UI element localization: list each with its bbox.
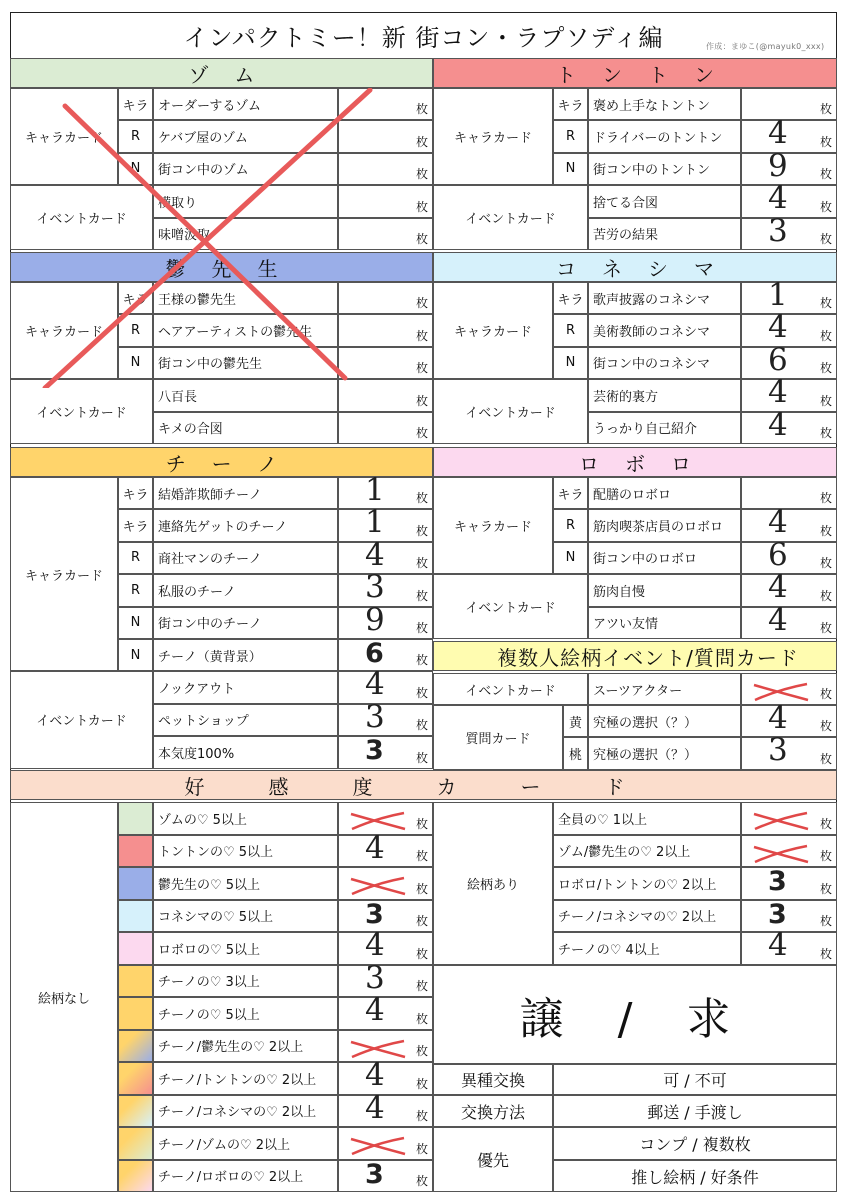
favor-card-name: チーノ/コネシマの♡ 2以上 xyxy=(153,1095,338,1128)
question-card-qty xyxy=(741,700,837,737)
favor-art-card-qty xyxy=(741,835,837,868)
favor-card-name: ロボロの♡ 5以上 xyxy=(153,932,338,965)
chino-card-name: 連絡先ゲットのチーノ xyxy=(153,509,338,541)
tonton-event-name: 捨てる合図 xyxy=(588,185,741,217)
multi-event-label: イベントカード xyxy=(433,673,588,705)
unit-label: 枚 xyxy=(415,231,428,246)
quantity-value: 4 xyxy=(768,504,788,541)
color-swatch xyxy=(118,867,153,900)
favor-card-qty xyxy=(338,992,433,1030)
tonton-rarity: キラ xyxy=(553,88,588,120)
favor-card-qty xyxy=(338,1160,433,1193)
robolo-event-label: イベントカード xyxy=(433,574,588,639)
chino-event-qty xyxy=(338,736,433,768)
trade-label-exchange: 異種交換 xyxy=(433,1063,553,1095)
quantity-value: 4 xyxy=(768,927,788,963)
konesima-card-name: 美術教師のコネシマ xyxy=(588,314,741,346)
zomu-rarity: キラ xyxy=(118,88,153,120)
zomu-event-name: 横取り xyxy=(153,185,338,217)
author-credit: 作成：まゆこ(@mayuk0_xxx) xyxy=(706,42,825,51)
favor-art-card-qty xyxy=(741,900,837,933)
unit-label: 枚 xyxy=(415,718,428,733)
konesima-event-qty xyxy=(741,374,837,411)
favor-card-qty xyxy=(338,1030,433,1063)
chino-event-label: イベントカード xyxy=(10,671,153,768)
zomu-chara-label: キャラカード xyxy=(10,88,118,185)
quantity-value: 6 xyxy=(768,341,788,378)
color-swatch xyxy=(118,932,153,965)
zomu-card-name: ケバブ屋のゾム xyxy=(153,120,338,152)
unit-label: 枚 xyxy=(819,296,832,311)
utsu-event-name: 八百長 xyxy=(153,379,338,411)
quantity-value: 4 xyxy=(768,180,788,217)
unit-label: 枚 xyxy=(819,167,832,182)
color-swatch xyxy=(118,1095,153,1128)
zomu-card-qty xyxy=(338,153,433,185)
quantity-value: 9 xyxy=(365,601,385,638)
unit-label: 枚 xyxy=(415,1076,428,1091)
favor-art-card-name: チーノの♡ 4以上 xyxy=(553,932,741,965)
favor-art-card-qty xyxy=(741,927,837,965)
quantity-value: 4 xyxy=(365,992,385,1028)
unit-label: 枚 xyxy=(415,946,428,961)
chino-card-name: 商社マンのチーノ xyxy=(153,542,338,574)
unit-label: 枚 xyxy=(415,653,428,668)
unit-label: 枚 xyxy=(415,1109,428,1123)
chino-rarity: R xyxy=(118,574,153,606)
quantity-value: 3 xyxy=(365,959,385,996)
konesima-card-name: 歌声披露のコネシマ xyxy=(588,282,741,314)
unit-label: 枚 xyxy=(819,620,832,635)
multi-event-qty xyxy=(741,673,837,705)
zomu-event-qty xyxy=(338,185,433,217)
unit-label: 枚 xyxy=(415,328,428,343)
konesima-event-name: 芸術的裏方 xyxy=(588,379,741,411)
quantity-value: 1 xyxy=(365,472,385,508)
quantity-value: 6 xyxy=(365,638,384,669)
unit-label: 枚 xyxy=(819,914,832,928)
chino-rarity: N xyxy=(118,607,153,639)
quantity-value: 4 xyxy=(768,569,788,606)
trade-value-exchange: 可 / 不可 xyxy=(553,1063,837,1095)
unit-label: 枚 xyxy=(819,751,832,766)
tonton-card-qty xyxy=(741,115,837,152)
tonton-card-name: 褒め上手なトントン xyxy=(588,88,741,120)
chino-event-qty xyxy=(338,666,433,703)
robolo-chara-label: キャラカード xyxy=(433,477,553,574)
robolo-card-name: 筋肉喫茶店員のロボロ xyxy=(588,509,741,541)
utsu-event-name: キメの合図 xyxy=(153,412,338,444)
tonton-card-qty xyxy=(741,147,837,185)
zomu-rarity: R xyxy=(118,120,153,152)
favor-card-qty xyxy=(338,802,433,835)
konesima-card-qty xyxy=(741,341,837,379)
quantity-value: 4 xyxy=(365,829,385,866)
zomu-card-name: オーダーするゾム xyxy=(153,88,338,120)
favor-card-name: コネシマの♡ 5以上 xyxy=(153,900,338,933)
unit-label: 枚 xyxy=(819,425,832,440)
quantity-value: 6 xyxy=(768,536,788,573)
favor-art-card-name: チーノ/コネシマの♡ 2以上 xyxy=(553,900,741,933)
favor-card-qty xyxy=(338,927,433,965)
color-swatch xyxy=(118,1127,153,1160)
quantity-value: 4 xyxy=(365,927,385,963)
favor-card-name: トントンの♡ 5以上 xyxy=(153,835,338,868)
quantity-value: 4 xyxy=(768,309,788,346)
utsu-card-qty xyxy=(338,282,433,314)
chino-card-name: 街コン中のチーノ xyxy=(153,607,338,639)
tonton-rarity: N xyxy=(553,153,588,185)
robolo-rarity: N xyxy=(553,542,588,574)
zomu-card-name: 街コン中のゾム xyxy=(153,153,338,185)
konesima-rarity: キラ xyxy=(553,282,588,314)
unit-label: 枚 xyxy=(415,1011,428,1026)
robolo-card-qty xyxy=(741,536,837,574)
question-card-name: 究極の選択（？） xyxy=(588,705,741,737)
zomu-card-qty xyxy=(338,88,433,120)
quantity-value: 4 xyxy=(768,406,788,443)
favor-card-name: チーノ/鬱先生の♡ 2以上 xyxy=(153,1030,338,1063)
unit-label: 枚 xyxy=(819,588,832,603)
section-header-favor: 好感度カード xyxy=(10,770,837,800)
crossed-out-icon xyxy=(349,1135,407,1157)
quantity-value: 3 xyxy=(365,898,384,930)
favor-art-card-name: ロボロ/トントンの♡ 2以上 xyxy=(553,867,741,900)
crossed-out-icon xyxy=(752,843,810,865)
chino-chara-label: キャラカード xyxy=(10,477,118,671)
unit-label: 枚 xyxy=(415,102,428,117)
favor-card-name: チーノ/トントンの♡ 2以上 xyxy=(153,1062,338,1095)
robolo-card-qty xyxy=(741,504,837,541)
favor-card-qty xyxy=(338,900,433,933)
chino-event-name: ノックアウト xyxy=(153,671,338,703)
unit-label: 枚 xyxy=(415,134,428,149)
zomu-card-qty xyxy=(338,120,433,152)
favor-art-card-name: ゾム/鬱先生の♡ 2以上 xyxy=(553,835,741,868)
unit-label: 枚 xyxy=(819,556,832,571)
quantity-value: 9 xyxy=(768,147,788,184)
konesima-card-qty xyxy=(741,309,837,346)
trade-label-method: 交換方法 xyxy=(433,1095,553,1127)
trade-value-method: 郵送 / 手渡し xyxy=(553,1095,837,1127)
quantity-value: 3 xyxy=(768,732,788,769)
robolo-rarity: R xyxy=(553,509,588,541)
quantity-value: 1 xyxy=(365,504,385,541)
sheet-title: インパクトミー！新 街コン・ラプソディ編 xyxy=(183,23,664,52)
unit-label: 枚 xyxy=(415,523,428,538)
question-label: 質問カード xyxy=(433,705,563,770)
unit-label: 枚 xyxy=(819,687,832,702)
unit-label: 枚 xyxy=(819,231,832,246)
favor-with-art-label: 絵柄あり xyxy=(433,802,553,965)
tonton-event-qty xyxy=(741,180,837,217)
unit-label: 枚 xyxy=(415,1174,428,1188)
color-swatch xyxy=(118,900,153,933)
multi-event-name: スーツアクター xyxy=(588,673,741,705)
favor-card-name: ゾムの♡ 5以上 xyxy=(153,802,338,835)
robolo-event-name: アツい友情 xyxy=(588,607,741,639)
quantity-value: 4 xyxy=(768,700,788,736)
unit-label: 枚 xyxy=(415,296,428,311)
section-header-zomu: ゾム xyxy=(10,58,433,88)
quantity-value: 3 xyxy=(768,212,788,249)
zomu-event-qty xyxy=(338,218,433,250)
question-card-name: 究極の選択（？） xyxy=(588,737,741,769)
konesima-event-name: うっかり自己紹介 xyxy=(588,412,741,444)
quantity-value: 4 xyxy=(768,374,788,411)
section-header-multi: 複数人絵柄イベント/質問カード xyxy=(433,641,837,671)
chino-card-qty xyxy=(338,639,433,671)
konesima-card-qty xyxy=(741,277,837,314)
chino-card-qty xyxy=(338,472,433,509)
unit-label: 枚 xyxy=(819,523,832,538)
unit-label: 枚 xyxy=(415,1141,428,1156)
konesima-rarity: N xyxy=(553,347,588,379)
quantity-value: 3 xyxy=(365,735,384,767)
tonton-event-qty xyxy=(741,212,837,250)
konesima-event-label: イベントカード xyxy=(433,379,588,444)
quantity-value: 3 xyxy=(365,569,385,606)
quantity-value: 1 xyxy=(768,277,788,313)
quantity-value: 4 xyxy=(768,115,788,152)
quantity-value: 4 xyxy=(768,601,788,638)
utsu-event-qty xyxy=(338,379,433,411)
quantity-value: 4 xyxy=(365,1089,385,1126)
chino-rarity: R xyxy=(118,542,153,574)
robolo-rarity: キラ xyxy=(553,477,588,509)
unit-label: 枚 xyxy=(819,946,832,961)
unit-label: 枚 xyxy=(819,134,832,149)
unit-label: 枚 xyxy=(415,361,428,376)
utsu-rarity: N xyxy=(118,347,153,379)
robolo-card-name: 配膳のロボロ xyxy=(588,477,741,509)
chino-rarity: N xyxy=(118,639,153,671)
konesima-card-name: 街コン中のコネシマ xyxy=(588,347,741,379)
zomu-event-label: イベントカード xyxy=(10,185,153,250)
trade-heading: 譲 / 求 xyxy=(433,965,837,1065)
favor-card-name: チーノ/ゾムの♡ 2以上 xyxy=(153,1127,338,1160)
quantity-value: 3 xyxy=(365,698,385,735)
unit-label: 枚 xyxy=(415,914,428,928)
question-rarity: 桃 xyxy=(563,737,588,769)
section-header-robolo: ロボロ xyxy=(433,447,837,477)
chino-rarity: キラ xyxy=(118,477,153,509)
color-swatch xyxy=(118,1062,153,1095)
utsu-rarity: R xyxy=(118,314,153,346)
robolo-event-qty xyxy=(741,569,837,606)
color-swatch xyxy=(118,1160,153,1193)
chino-card-qty xyxy=(338,504,433,541)
color-swatch xyxy=(118,965,153,998)
chino-card-qty xyxy=(338,601,433,639)
quantity-value: 3 xyxy=(768,866,787,897)
favor-card-qty xyxy=(338,867,433,900)
section-header-chino: チーノ xyxy=(10,447,433,477)
unit-label: 枚 xyxy=(415,750,428,765)
favor-art-card-name: 全員の♡ 1以上 xyxy=(553,802,741,835)
quantity-value: 4 xyxy=(365,666,385,703)
konesima-rarity: R xyxy=(553,314,588,346)
robolo-card-qty xyxy=(741,477,837,509)
unit-label: 枚 xyxy=(415,556,428,571)
unit-label: 枚 xyxy=(415,849,428,863)
tonton-event-label: イベントカード xyxy=(433,185,588,250)
unit-label: 枚 xyxy=(819,849,832,863)
unit-label: 枚 xyxy=(415,425,428,440)
trade-value-priority-1: コンプ / 複数枚 xyxy=(553,1127,837,1160)
konesima-chara-label: キャラカード xyxy=(433,282,553,379)
unit-label: 枚 xyxy=(415,491,428,506)
unit-label: 枚 xyxy=(819,199,832,214)
color-swatch xyxy=(118,997,153,1030)
question-rarity: 黄 xyxy=(563,705,588,737)
quantity-value: 4 xyxy=(365,536,385,573)
section-header-utsu: 鬱先生 xyxy=(10,252,433,282)
utsu-chara-label: キャラカード xyxy=(10,282,118,379)
favor-card-name: チーノの♡ 5以上 xyxy=(153,997,338,1030)
unit-label: 枚 xyxy=(819,719,832,734)
utsu-rarity: キラ xyxy=(118,282,153,314)
zomu-event-name: 味噌汲取 xyxy=(153,218,338,250)
unit-label: 枚 xyxy=(415,393,428,408)
konesima-event-qty xyxy=(741,406,837,444)
robolo-card-name: 街コン中のロボロ xyxy=(588,542,741,574)
favor-card-qty xyxy=(338,1127,433,1160)
favor-card-qty xyxy=(338,1089,433,1128)
section-header-konesima: コネシマ xyxy=(433,252,837,282)
quantity-value: 3 xyxy=(365,1158,384,1190)
crossed-out-icon xyxy=(752,810,810,832)
unit-label: 枚 xyxy=(415,816,428,831)
favor-art-card-qty xyxy=(741,867,837,900)
unit-label: 枚 xyxy=(819,102,832,117)
favor-card-name: チーノ/ロボロの♡ 2以上 xyxy=(153,1160,338,1193)
favor-art-card-qty xyxy=(741,802,837,835)
chino-card-name: 私服のチーノ xyxy=(153,574,338,606)
zomu-rarity: N xyxy=(118,153,153,185)
unit-label: 枚 xyxy=(819,491,832,506)
unit-label: 枚 xyxy=(819,361,832,376)
crossed-out-icon xyxy=(349,875,407,897)
chino-card-name: チーノ（黄背景） xyxy=(153,639,338,671)
unit-label: 枚 xyxy=(415,199,428,214)
utsu-card-qty xyxy=(338,347,433,379)
tonton-event-name: 苦労の結果 xyxy=(588,218,741,250)
unit-label: 枚 xyxy=(819,328,832,343)
unit-label: 枚 xyxy=(415,620,428,635)
unit-label: 枚 xyxy=(415,881,428,896)
chino-card-name: 結婚詐欺師チーノ xyxy=(153,477,338,509)
color-swatch xyxy=(118,835,153,868)
tonton-chara-label: キャラカード xyxy=(433,88,553,185)
tonton-card-name: ドライバーのトントン xyxy=(588,120,741,152)
utsu-event-label: イベントカード xyxy=(10,379,153,444)
chino-card-qty xyxy=(338,569,433,606)
favor-card-qty xyxy=(338,829,433,868)
chino-rarity: キラ xyxy=(118,509,153,541)
section-header-tonton: トントン xyxy=(433,58,837,88)
unit-label: 枚 xyxy=(819,393,832,408)
favor-card-qty xyxy=(338,959,433,998)
favor-card-name: チーノの♡ 3以上 xyxy=(153,965,338,998)
favor-card-qty xyxy=(338,1057,433,1095)
color-swatch xyxy=(118,1030,153,1063)
tonton-card-qty xyxy=(741,88,837,120)
unit-label: 枚 xyxy=(819,881,832,896)
robolo-event-qty xyxy=(741,601,837,639)
utsu-card-name: 街コン中の鬱先生 xyxy=(153,347,338,379)
unit-label: 枚 xyxy=(415,685,428,700)
favor-no-art-label: 絵柄なし xyxy=(10,802,118,1192)
unit-label: 枚 xyxy=(819,816,832,831)
question-card-qty xyxy=(741,732,837,769)
favor-card-name: 鬱先生の♡ 5以上 xyxy=(153,867,338,900)
unit-label: 枚 xyxy=(415,588,428,603)
unit-label: 枚 xyxy=(415,167,428,182)
trade-value-priority-2: 推し絵柄 / 好条件 xyxy=(553,1160,837,1192)
utsu-card-name: ヘアアーティストの鬱先生 xyxy=(153,314,338,346)
unit-label: 枚 xyxy=(415,1044,428,1058)
unit-label: 枚 xyxy=(415,979,428,993)
utsu-event-qty xyxy=(338,412,433,444)
chino-event-name: ペットショップ xyxy=(153,704,338,736)
chino-card-qty xyxy=(338,536,433,574)
utsu-card-name: 王様の鬱先生 xyxy=(153,282,338,314)
chino-event-qty xyxy=(338,698,433,736)
quantity-value: 4 xyxy=(365,1057,385,1093)
chino-event-name: 本気度100% xyxy=(153,736,338,768)
tonton-card-name: 街コン中のトントン xyxy=(588,153,741,185)
robolo-event-name: 筋肉自慢 xyxy=(588,574,741,606)
utsu-card-qty xyxy=(338,314,433,346)
color-swatch xyxy=(118,802,153,835)
quantity-value: 3 xyxy=(768,898,787,930)
trade-label-priority: 優先 xyxy=(433,1127,553,1192)
tonton-rarity: R xyxy=(553,120,588,152)
